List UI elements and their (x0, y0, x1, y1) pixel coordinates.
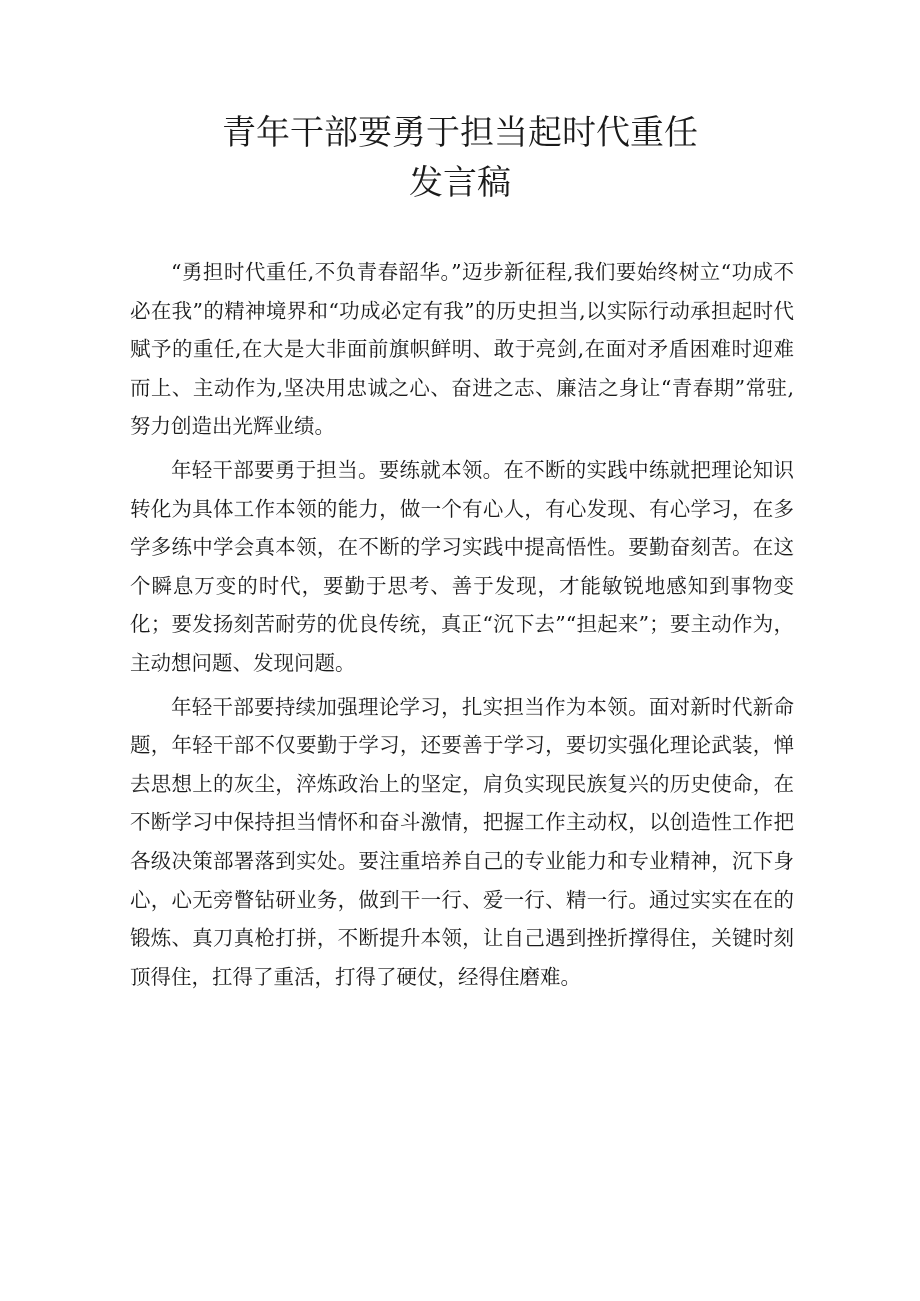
paragraph-2: 年轻干部要勇于担当。要练就本领。在不断的实践中练就把理论知识转化为具体工作本领的能力，做一个有心人，有心发现、有心学习，在多学多练中学会真本领，在不断的学习实践中提高悟性。要勤奋刻苦。在这个瞬息万变的时代，要勤于思考、善于发现，才能敏锐地感知到事物变化；要发扬刻苦耐劳的优良传统，真正“沉下去”“担起来”；要主动作为，主动想问题、发现问题。 (130, 457, 794, 675)
document-title-line-1: 青年干部要勇于担当起时代重任 (222, 113, 698, 153)
document-title (0, 108, 920, 208)
document-body (130, 253, 794, 996)
paragraph-1: “勇担时代重任,不负青春韶华。”迈步新征程,我们要始终树立“功成不必在我”的精神境界和“功成必定有我”的历史担当,以实际行动承担起时代赋予的重任,在大是大非面前旗帜鲜明、敢于亮剑,在面对矛盾困难时迎难而上、主动作为,坚决用忠诚之心、奋进之志、廉洁之身让“青春期”常驻,努力创造出光辉业绩。 (130, 260, 794, 439)
document-title-line-2: 发言稿 (409, 163, 511, 203)
paragraph-3: 年轻干部要持续加强理论学习，扎实担当作为本领。面对新时代新命题，年轻干部不仅要勤于学习，还要善于学习，要切实强化理论武装，惮去思想上的灰尘，淬炼政治上的坚定，肩负实现民族复兴的历史使命，在不断学习中保持担当情怀和奋斗激情，把握工作主动权，以创造性工作把各级决策部署落到实处。要注重培养自己的专业能力和专业精神，沉下身心，心无旁瞥钻研业务，做到干一行、爱一行、精一行。通过实实在在的锻炼、真刀真枪打拼，不断提升本领，让自己遇到挫折撑得住，关键时刻顶得住，扛得了重活，打得了硬仗，经得住磨难。 (130, 694, 794, 989)
